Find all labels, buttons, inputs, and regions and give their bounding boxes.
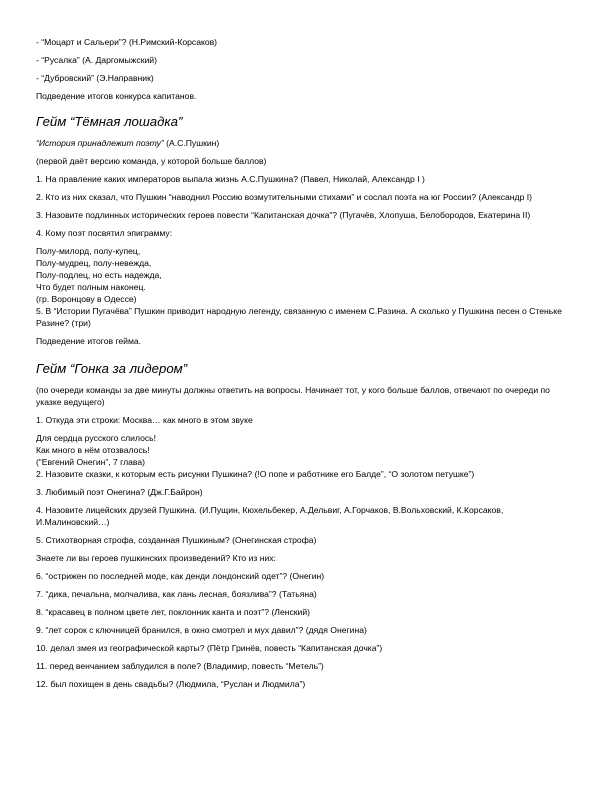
poem-line: Полу-милорд, полу-купец, [36, 246, 141, 256]
section-heading: Гейм “Гонка за лидером” [36, 361, 188, 376]
question: 5. В “Истории Пугачёва” Пушкин приводит народную легенду, связанную с именем С.Разина. А сколько у Пушкина песен о Стеньке Разине? (три) [36, 306, 562, 328]
poem-attribution: (гр. Воронцову в Одессе) [36, 294, 137, 304]
document-page [36, 36, 576, 696]
question: 3. Назовите подлинных исторических героев повести “Капитанская дочка”? (Пугачёв, Хлопуша, Белобородов, Екатерина II) [36, 210, 531, 220]
question: 1. На правление каких императоров выпала жизнь А.С.Пушкина? (Павел, Николай, Александр I ) [36, 174, 425, 184]
intro-item: - “Русалка” (А. Даргомыжский) [36, 55, 157, 65]
question: 4. Кому поэт посвятил эпиграмму: [36, 228, 173, 238]
question: 4. Назовите лицейских друзей Пушкина. (И.Пущин, Кюхельбекер, А.Дельвиг, А.Горчаков, В.Вольховский, К.Корсаков, И.Малиновский…) [36, 505, 504, 527]
question: 2. Кто из них сказал, что Пушкин “наводнил Россию возмутительными стихами” и сослал поэта на юг России? (Александр I) [36, 192, 532, 202]
epigraph-quote: “История принадлежит поэту” [36, 138, 164, 148]
game-rules-note: (первой даёт версию команда, у которой больше баллов) [36, 156, 267, 166]
poem-line: Для сердца русского слилось! [36, 433, 157, 443]
intro-summary: Подведение итогов конкурса капитанов. [36, 91, 197, 101]
intro-item: - “Дубровский” (Э.Направник) [36, 73, 154, 83]
question-prompt: Знаете ли вы героев пушкинских произведений? Кто из них: [36, 553, 276, 563]
question: 6. “острижен по последней моде, как денди лондонский одет”? (Онегин) [36, 571, 325, 581]
question: 12. был похищен в день свадьбы? (Людмила, “Руслан и Людмила”) [36, 679, 306, 689]
epigraph-author: (А.С.Пушкин) [163, 138, 220, 148]
poem-line: Что будет полным наконец. [36, 282, 146, 292]
poem-line: Полу-подлец, но есть надежда, [36, 270, 162, 280]
section-heading: Гейм “Тёмная лошадка” [36, 114, 183, 129]
epigraph [36, 137, 576, 149]
question: 5. Стихотворная строфа, созданная Пушкиным? (Онегинская строфа) [36, 535, 317, 545]
question: 11. перед венчанием заблудился в поле? (Владимир, повесть “Метель”) [36, 661, 324, 671]
section-summary: Подведение итогов гейма. [36, 336, 142, 346]
question: 10. делал змея из географической карты? (Пётр Гринёв, повесть “Капитанская дочка”) [36, 643, 383, 653]
intro-item: - “Моцарт и Сальери”? (Н.Римский-Корсаков) [36, 37, 218, 47]
question: 8. “красавец в полном цвете лет, поклонник канта и поэт”? (Ленский) [36, 607, 310, 617]
question: 3. Любимый поэт Онегина? (Дж.Г.Байрон) [36, 487, 203, 497]
question: 1. Откуда эти строки: Москва… как много в этом звуке [36, 415, 253, 425]
question: 7. “дика, печальна, молчалива, как лань лесная, боязлива”? (Татьяна) [36, 589, 317, 599]
poem-line: Полу-мудрец, полу-невежда, [36, 258, 152, 268]
question: 9. “лет сорок с ключницей бранился, в окно смотрел и мух давил”? (дядя Онегина) [36, 625, 367, 635]
poem-line: Как много в нём отозвалось! [36, 445, 150, 455]
question: 2. Назовите сказки, к которым есть рисунки Пушкина? (!О попе и работнике его Балде”, “О золотом петушке”) [36, 469, 475, 479]
poem-attribution: (“Евгений Онегин”, 7 глава) [36, 457, 146, 467]
game-rules-note: (по очереди команды за две минуты должны ответить на вопросы. Начинает тот, у кого больше баллов, отвечают по очереди по указке ведущего) [36, 385, 550, 407]
